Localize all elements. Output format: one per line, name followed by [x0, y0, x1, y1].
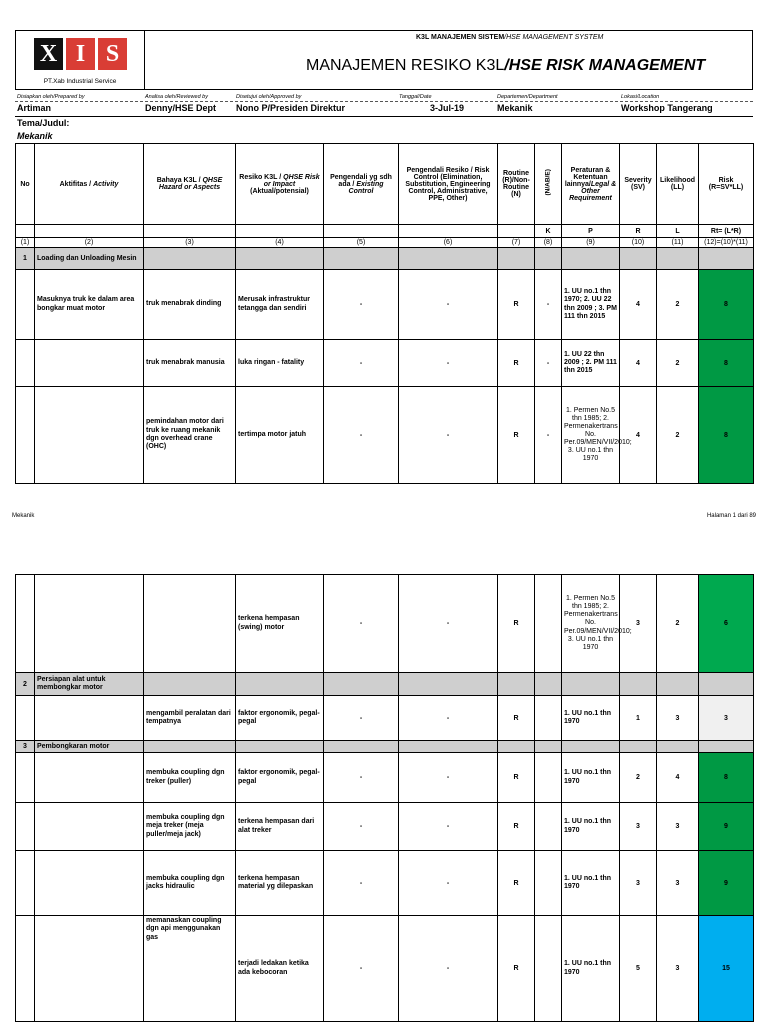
existing-control-cell: -	[324, 851, 399, 916]
reviewed-label: Analisa oleh/Reviewed by	[145, 94, 208, 100]
risk-cell: faktor ergonomik, pegal-pegal	[236, 753, 324, 803]
risk-control-cell: -	[399, 270, 498, 340]
regulation-cell: 1. UU no.1 thn 1970	[562, 851, 620, 916]
severity-cell: 3	[620, 575, 657, 673]
section-title: Persiapan alat untuk membongkar motor	[35, 673, 144, 696]
severity-cell: 4	[620, 340, 657, 387]
column-number-row	[16, 238, 754, 248]
table-row	[16, 803, 754, 851]
col-num: (2)	[35, 238, 144, 248]
table-row	[16, 340, 754, 387]
code-letter-row	[16, 225, 754, 238]
severity-cell: 3	[620, 803, 657, 851]
table-row	[16, 575, 754, 673]
col-num: (5)	[324, 238, 399, 248]
risk-control-cell: -	[399, 387, 498, 484]
risk-score-cell: 9	[699, 851, 754, 916]
hazard-cell: membuka coupling dgn treker (puller)	[144, 753, 236, 803]
risk-score-cell: 6	[699, 575, 754, 673]
approved-value: Nono P/Presiden Direktur	[236, 103, 346, 113]
col-num: (3)	[144, 238, 236, 248]
document-header	[15, 30, 753, 90]
nab-cell: -	[535, 270, 562, 340]
regulation-cell: 1. UU no.1 thn 1970	[562, 696, 620, 741]
risk-table-page-2	[15, 574, 754, 1022]
logo-letter-s: S	[98, 38, 127, 70]
date-value: 3-Jul-19	[430, 103, 465, 113]
regulation-cell: 1. Permen No.5 thn 1985; 2. Permenakertrans No. Per.09/MEN/VII/2010; 3. UU no.1 thn 1970	[562, 575, 620, 673]
header-no: No	[16, 144, 35, 225]
routine-cell: R	[498, 575, 535, 673]
section-title: Loading dan Unloading Mesin	[35, 248, 144, 270]
risk-cell: terkena hempasan dari alat treker	[236, 803, 324, 851]
risk-control-cell: -	[399, 851, 498, 916]
risk-cell: tertimpa motor jatuh	[236, 387, 324, 484]
header-risk-control: Pengendali Resiko / Risk Control (Elimination, Substitution, Engineering Control, Administrative, PPE, Other)	[399, 144, 498, 225]
table-row	[16, 387, 754, 484]
risk-cell: faktor ergonomik, pegal-pegal	[236, 696, 324, 741]
footer-page-number: Halaman 1 dari 89	[706, 513, 756, 519]
risk-score-cell: 15	[699, 916, 754, 1022]
header-hazard: Bahaya K3L / QHSE Hazard or Aspects	[144, 144, 236, 225]
department-value: Mekanik	[497, 103, 533, 113]
risk-cell: terkena hempasan (swing) motor	[236, 575, 324, 673]
risk-score-cell: 8	[699, 753, 754, 803]
table-row	[16, 753, 754, 803]
likelihood-cell: 2	[657, 340, 699, 387]
document-title	[306, 57, 705, 75]
routine-cell: R	[498, 270, 535, 340]
letter-r: R	[620, 225, 657, 238]
title-italic: /HSE RISK MANAGEMENT	[504, 57, 706, 74]
header-existing-control: Pengendali yg sdh ada / Existing Control	[324, 144, 399, 225]
regulation-cell: 1. Permen No.5 thn 1985; 2. Permenakertrans No. Per.09/MEN/VII/2010; 3. UU no.1 thn 1970	[562, 387, 620, 484]
existing-control-cell: -	[324, 696, 399, 741]
prepared-label: Disiapkan oleh/Prepared by	[17, 94, 85, 100]
company-name: PT.Xab Industrial Service	[43, 78, 117, 85]
regulation-cell: 1. UU no.1 thn 1970	[562, 803, 620, 851]
likelihood-cell: 3	[657, 851, 699, 916]
severity-cell: 1	[620, 696, 657, 741]
risk-cell: Merusak infrastruktur tetangga dan sendiri	[236, 270, 324, 340]
col-num: (12)=(10)*(11)	[699, 238, 754, 248]
nab-cell: -	[535, 340, 562, 387]
hazard-cell: membuka coupling dgn meja treker (meja puller/meja jack)	[144, 803, 236, 851]
existing-control-cell: -	[324, 575, 399, 673]
likelihood-cell: 2	[657, 270, 699, 340]
hazard-cell: truk menabrak manusia	[144, 340, 236, 387]
department-label: Departemen/Department	[497, 94, 558, 100]
header-severity: Severity (SV)	[620, 144, 657, 225]
reviewed-value: Denny/HSE Dept	[145, 103, 217, 113]
existing-control-cell: -	[324, 270, 399, 340]
section-title: Pembongkaran motor	[35, 741, 144, 753]
severity-cell: 2	[620, 753, 657, 803]
theme-label: Tema/Judul:	[17, 118, 70, 128]
logo-letter-i: I	[66, 38, 95, 70]
col-num: (10)	[620, 238, 657, 248]
header-regulation: Peraturan & Ketentuan lainnya/Legal & Other Requirement	[562, 144, 620, 225]
section-row-1	[16, 248, 754, 270]
likelihood-cell: 3	[657, 916, 699, 1022]
approved-label: Disetujui oleh/Approved by	[236, 94, 302, 100]
routine-cell: R	[498, 916, 535, 1022]
routine-cell: R	[498, 696, 535, 741]
routine-cell: R	[498, 387, 535, 484]
risk-cell: terkena hempasan material yg dilepaskan	[236, 851, 324, 916]
header-risk-score: Risk (R=SV*LL)	[699, 144, 754, 225]
existing-control-cell: -	[324, 803, 399, 851]
nab-cell: -	[535, 387, 562, 484]
letter-rt: Rt= (L*R)	[699, 225, 754, 238]
page-2	[0, 566, 768, 1024]
table-row	[16, 696, 754, 741]
hazard-cell: pemindahan motor dari truk ke ruang mekanik dgn overhead crane (OHC)	[144, 387, 236, 484]
letter-p: P	[562, 225, 620, 238]
risk-control-cell: -	[399, 575, 498, 673]
routine-cell: R	[498, 340, 535, 387]
hazard-cell: memanaskan coupling dgn api menggunakan gas	[144, 916, 236, 1022]
section-number: 2	[16, 673, 35, 696]
col-num: (11)	[657, 238, 699, 248]
risk-score-cell: 8	[699, 270, 754, 340]
theme-value: Mekanik	[17, 131, 53, 141]
location-label: Lokasi/Location	[621, 94, 660, 100]
xis-logo-icon	[34, 38, 127, 70]
header-activity: Aktifitas / Activity	[35, 144, 144, 225]
likelihood-cell: 3	[657, 696, 699, 741]
severity-cell: 5	[620, 916, 657, 1022]
prepared-value: Artiman	[17, 103, 52, 113]
activity-cell: Masuknya truk ke dalam area bongkar muat motor	[35, 270, 144, 340]
risk-control-cell: -	[399, 753, 498, 803]
risk-control-cell: -	[399, 340, 498, 387]
title-normal: MANAJEMEN RESIKO K3L	[306, 57, 505, 74]
header-risk: Resiko K3L / QHSE Risk or Impact (Aktual/potensial)	[236, 144, 324, 225]
hazard-cell: truk menabrak dinding	[144, 270, 236, 340]
letter-k: K	[535, 225, 562, 238]
likelihood-cell: 2	[657, 387, 699, 484]
routine-cell: R	[498, 851, 535, 916]
col-num: (1)	[16, 238, 35, 248]
system-title-bold: K3L MANAJEMEN SISTEM	[416, 34, 505, 41]
risk-score-cell: 9	[699, 803, 754, 851]
regulation-cell: 1. UU no.1 thn 1970	[562, 916, 620, 1022]
routine-cell: R	[498, 753, 535, 803]
location-value: Workshop Tangerang	[621, 103, 713, 113]
table-header-row	[16, 144, 754, 225]
severity-cell: 4	[620, 270, 657, 340]
col-num: (9)	[562, 238, 620, 248]
header-likelihood: Likelihood (LL)	[657, 144, 699, 225]
risk-score-cell: 3	[699, 696, 754, 741]
logo-letter-x: X	[34, 38, 63, 70]
section-row-2	[16, 673, 754, 696]
risk-control-cell: -	[399, 803, 498, 851]
date-label: Tanggal/Date	[399, 94, 432, 100]
company-logo	[16, 31, 145, 89]
system-title-italic: /HSE MANAGEMENT SYSTEM	[504, 34, 604, 41]
section-row-3	[16, 741, 754, 753]
col-num: (4)	[236, 238, 324, 248]
system-title	[416, 34, 603, 41]
existing-control-cell: -	[324, 387, 399, 484]
risk-score-cell: 8	[699, 387, 754, 484]
severity-cell: 3	[620, 851, 657, 916]
footer-section-name: Mekanik	[12, 513, 35, 519]
existing-control-cell: -	[324, 340, 399, 387]
risk-cell: luka ringan - fatality	[236, 340, 324, 387]
letter-l: L	[657, 225, 699, 238]
header-routine: Routine (R)/Non-Routine (N)	[498, 144, 535, 225]
header-nab: (N/AB/E)	[535, 144, 562, 225]
risk-cell: terjadi ledakan ketika ada kebocoran	[236, 916, 324, 1022]
likelihood-cell: 3	[657, 803, 699, 851]
likelihood-cell: 2	[657, 575, 699, 673]
regulation-cell: 1. UU 22 thn 2009 ; 2. PM 111 thn 2015	[562, 340, 620, 387]
hazard-cell: membuka coupling dgn jacks hidraulic	[144, 851, 236, 916]
likelihood-cell: 4	[657, 753, 699, 803]
table-row	[16, 916, 754, 1022]
col-num: (7)	[498, 238, 535, 248]
table-row	[16, 270, 754, 340]
col-num: (6)	[399, 238, 498, 248]
regulation-cell: 1. UU no.1 thn 1970	[562, 753, 620, 803]
table-row	[16, 851, 754, 916]
regulation-cell: 1. UU no.1 thn 1970; 2. UU 22 thn 2009 ; 3. PM 111 thn 2015	[562, 270, 620, 340]
risk-score-cell: 8	[699, 340, 754, 387]
risk-control-cell: -	[399, 696, 498, 741]
section-number: 1	[16, 248, 35, 270]
severity-cell: 4	[620, 387, 657, 484]
existing-control-cell: -	[324, 916, 399, 1022]
risk-control-cell: -	[399, 916, 498, 1022]
meta-divider-bottom	[15, 116, 753, 117]
section-number: 3	[16, 741, 35, 753]
meta-divider	[15, 101, 753, 102]
risk-table-page-1	[15, 143, 754, 484]
routine-cell: R	[498, 803, 535, 851]
hazard-cell: mengambil peralatan dari tempatnya	[144, 696, 236, 741]
existing-control-cell: -	[324, 753, 399, 803]
col-num: (8)	[535, 238, 562, 248]
